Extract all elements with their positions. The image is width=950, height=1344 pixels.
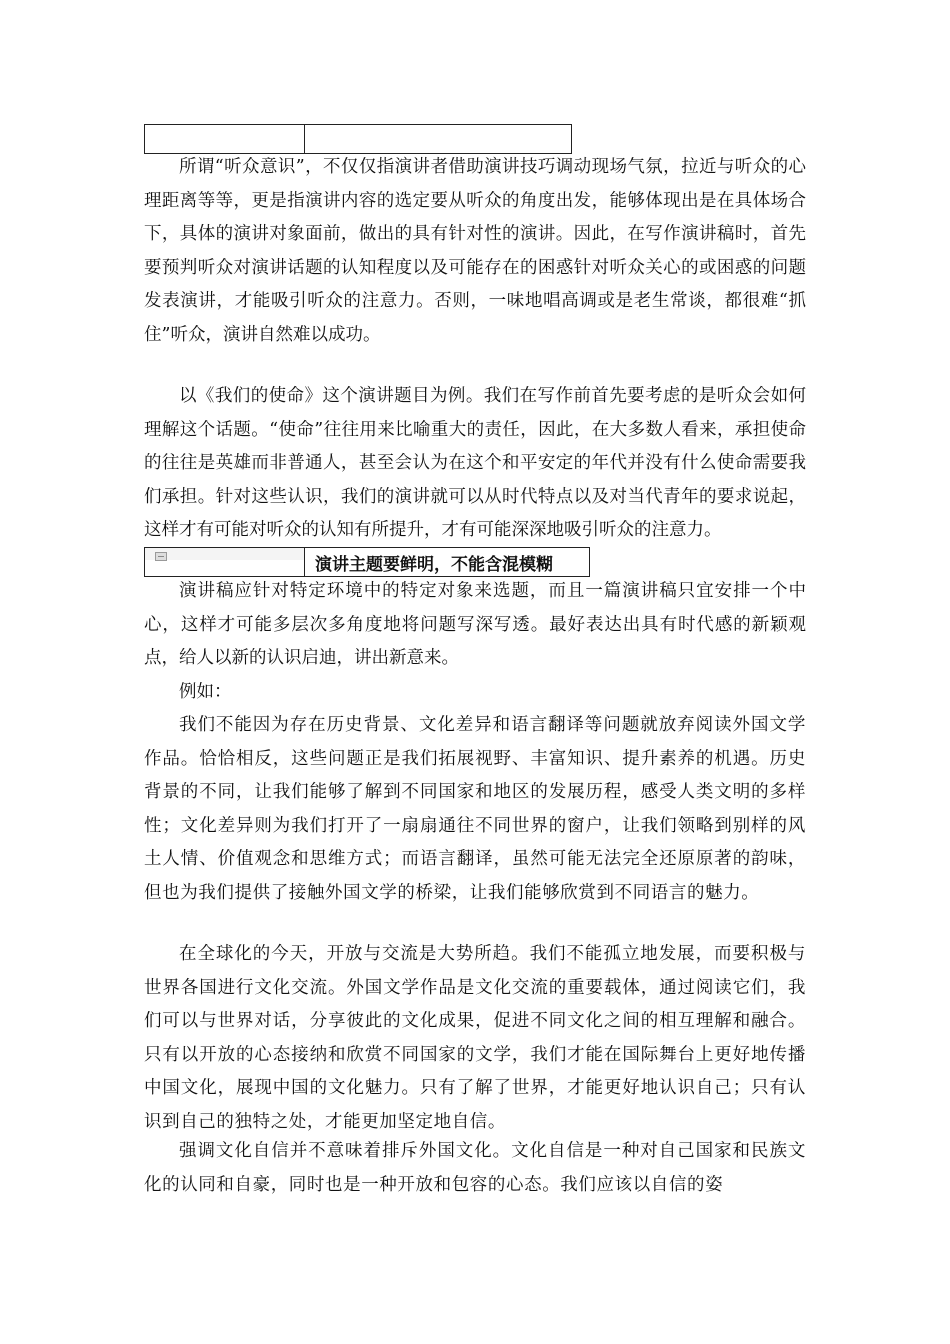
example-label: 例如： (179, 682, 232, 702)
example-paragraph-1: 我们不能因为存在历史背景、文化差异和语言翻译等问题就放弃阅读外国文学作品。恰恰相反，这些问题正是我们拓展视野、丰富知识、提升素养的机遇。历史背景的不同，让我们能够了解到不同国家和地区的发展历程，感受人类文明的多样性；文化差异则为我们打开了一扇扇通往不同世界的窗户，让我们领略到别样的风土人情、价值观念和思维方式；而语言翻译，虽然可能无法完全还原原著的韵味，但也为我们提供了接触外国文学的桥梁，让我们能够欣赏到不同语言的魅力。 (144, 715, 806, 903)
section-number-cell (145, 125, 305, 153)
paragraph-audience-awareness: 所谓“听众意识”，不仅仅指演讲者借助演讲技巧调动现场气氛，拉近与听众的心理距离等等，更是指演讲内容的选定要从听众的角度出发，能够体现出是在具体场合下，具体的演讲对象面前，做出的具有针对性的演讲。因此，在写作演讲稿时，首先要预判听众对演讲话题的认知程度以及可能存在的困惑针对听众关心的或困惑的问题发表演讲，才能吸引听众的注意力。否则，一味地唱高调或是老生常谈，都很难“抓住”听众，演讲自然难以成功。 (144, 157, 806, 345)
section-header-box-1 (144, 124, 572, 154)
paragraph-mission-example: 以《我们的使命》这个演讲题目为例。我们在写作前首先要考虑的是听众会如何理解这个话题。“使命”往往用来比喻重大的责任，因此，在大多数人看来，承担使命的往往是英雄而非普通人，甚至会认为在这个和平安定的年代并没有什么使命需要我们承担。针对这些认识，我们的演讲就可以从时代特点以及对当代青年的要求说起，这样才有可能对听众的认知有所提升，才有可能深深地吸引听众的注意力。 (144, 386, 806, 540)
example-paragraph-3: 强调文化自信并不意味着排斥外国文化。文化自信是一种对自己国家和民族文化的认同和自豪，同时也是一种开放和包容的心态。我们应该以自信的姿 (144, 1141, 806, 1195)
section-header-box-2 (144, 547, 590, 577)
paragraph-theme-intro: 演讲稿应针对特定环境中的特定对象来选题，而且一篇演讲稿只宜安排一个中心，这样才可能多层次多角度地将问题写深写透。最好表达出具有时代感的新颖观点，给人以新的认识启迪，讲出新意来。 (144, 581, 806, 668)
section-heading-1 (305, 125, 571, 153)
section-marker-icon (155, 552, 167, 561)
section-number-cell (145, 548, 305, 576)
example-paragraph-2: 在全球化的今天，开放与交流是大势所趋。我们不能孤立地发展，而要积极与世界各国进行文化交流。外国文学作品是文化交流的重要载体，通过阅读它们，我们可以与世界对话，分享彼此的文化成果，促进不同文化之间的相互理解和融合。只有以开放的心态接纳和欣赏不同国家的文学，我们才能在国际舞台上更好地传播中国文化，展现中国的文化魅力。只有了解了世界，才能更好地认识自己；只有认识到自己的独特之处，才能更加坚定地自信。 (144, 944, 806, 1132)
section-heading-2: 演讲主题要鲜明，不能含混模糊 (315, 554, 553, 575)
